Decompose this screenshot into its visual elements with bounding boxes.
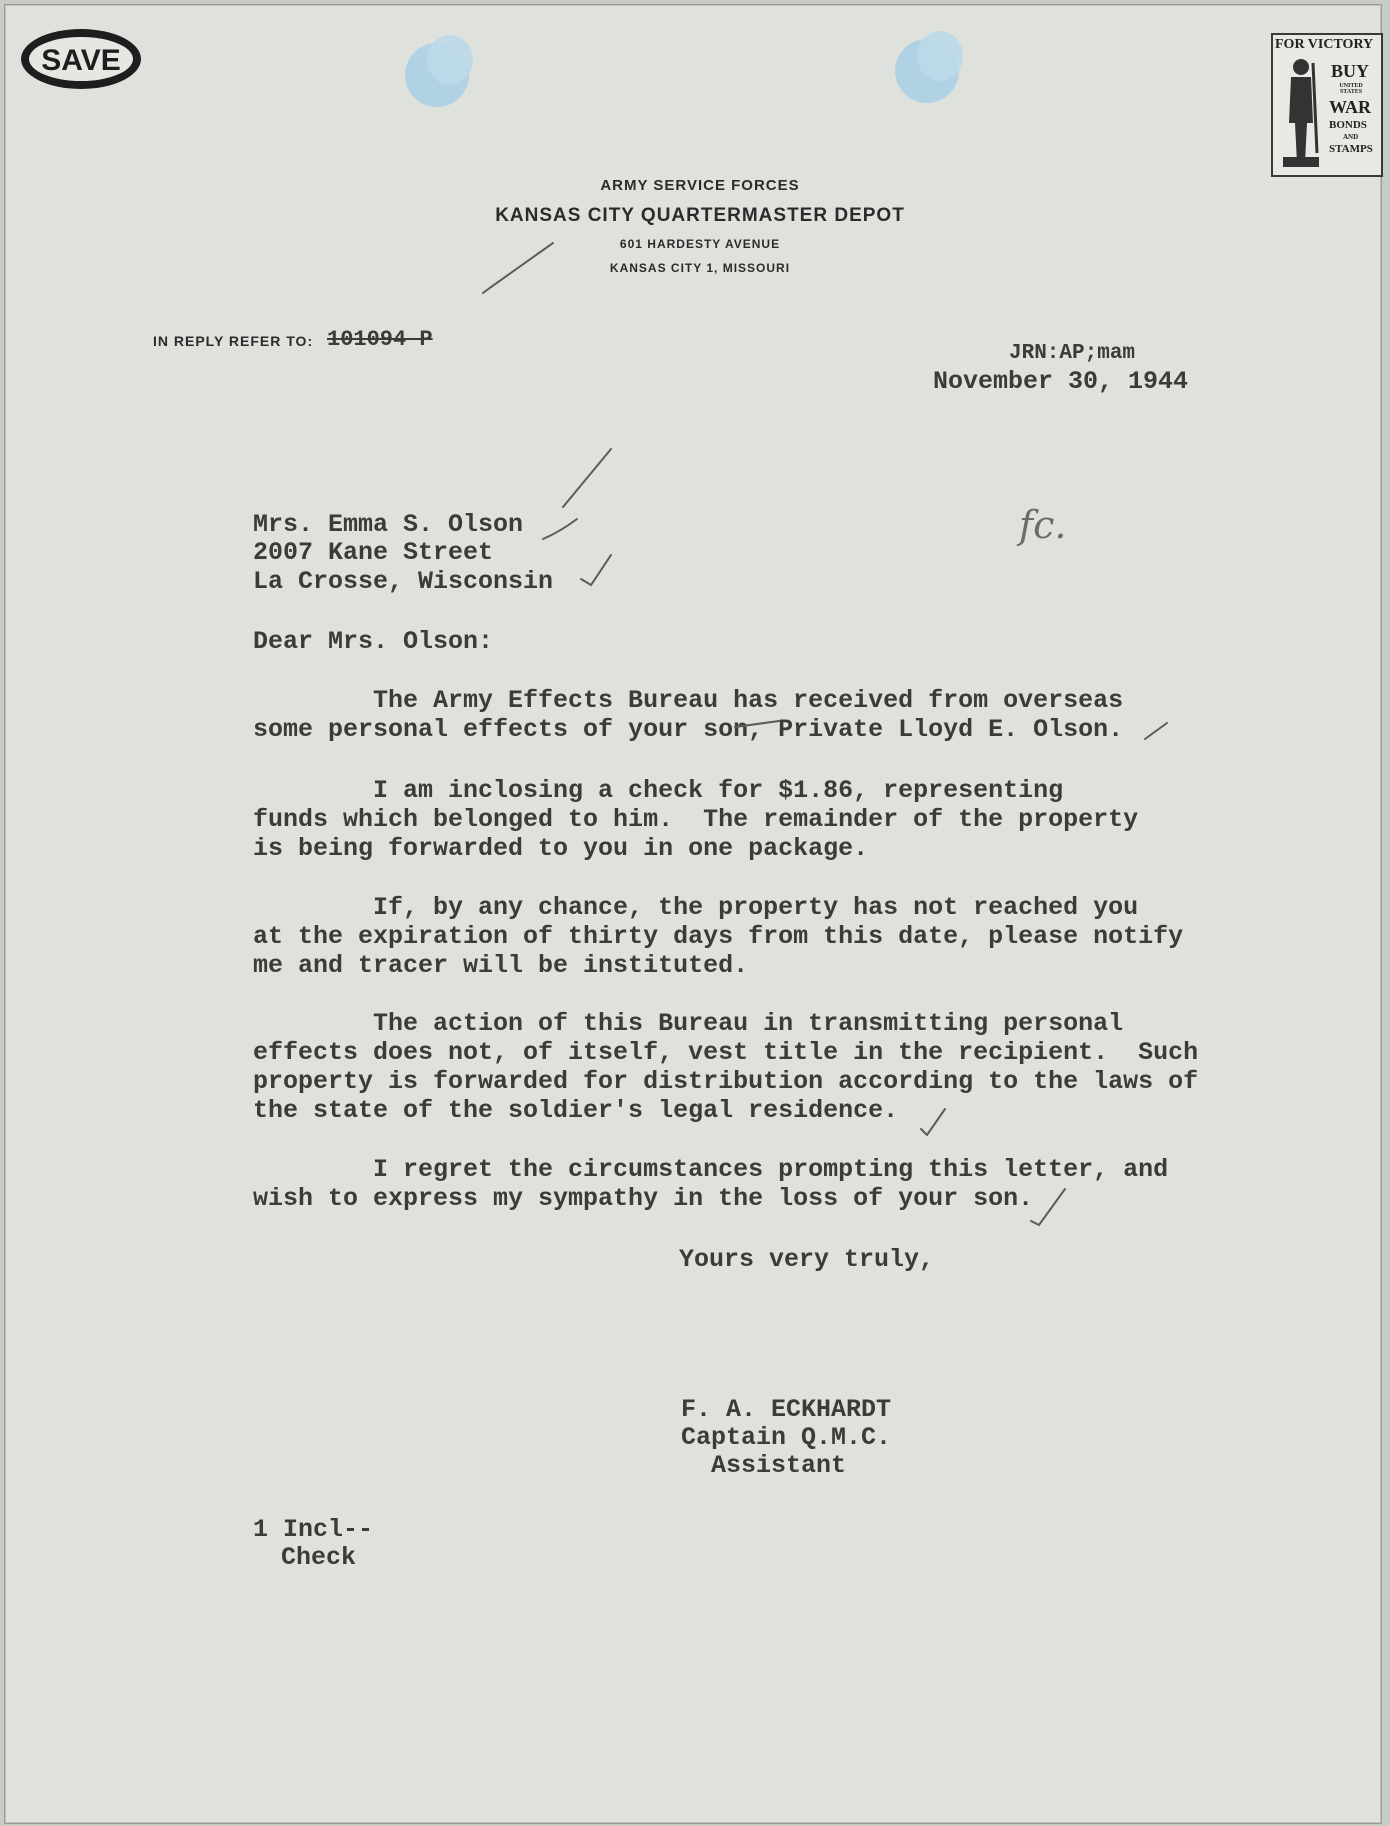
handwritten-note: fc. — [1019, 503, 1067, 547]
signer-title: Captain Q.M.C. — [681, 1423, 892, 1452]
body-line: at the expiration of thirty days from this date, please notify — [253, 922, 1184, 951]
save-badge — [17, 23, 145, 95]
body-line: wish to express my sympathy in the loss of your son. — [253, 1184, 1034, 1213]
letterhead-line-2: KANSAS CITY QUARTERMASTER DEPOT — [495, 205, 905, 226]
stamp-line-2: BUY — [1331, 61, 1370, 81]
save-badge-label: SAVE — [41, 44, 121, 77]
enclosure-count: 1 Incl-- — [253, 1515, 374, 1544]
war-bonds-stamp — [1271, 33, 1383, 177]
salutation: Dear Mrs. Olson: — [253, 627, 494, 656]
stamp-line-6: AND — [1343, 133, 1359, 141]
letter-date: November 30, 1944 — [933, 367, 1189, 396]
body-line: the state of the soldier's legal residence. — [253, 1096, 899, 1125]
enclosure-item: Check — [281, 1543, 357, 1572]
body-line: me and tracer will be instituted. — [253, 951, 749, 980]
body-line: funds which belonged to him. The remainder of the property — [253, 805, 1139, 834]
typist-initials: JRN:AP;mam — [1009, 342, 1136, 365]
stamp-line-1: FOR VICTORY — [1275, 37, 1374, 52]
body-line: The action of this Bureau in transmitting personal — [253, 1009, 1124, 1038]
body-line: The Army Effects Bureau has received from overseas — [253, 686, 1124, 715]
punch-hole-right — [895, 39, 959, 103]
body-line: some personal effects of your son, Private Lloyd E. Olson. — [253, 715, 1124, 744]
punch-hole-left — [405, 43, 469, 107]
stamp-line-4: WAR — [1329, 97, 1372, 117]
body-line: If, by any chance, the property has not reached you — [253, 893, 1139, 922]
letter-page — [4, 4, 1382, 1824]
recipient-street: 2007 Kane Street — [253, 538, 494, 567]
minuteman-icon — [1279, 53, 1323, 169]
letterhead-line-3: 601 HARDESTY AVENUE — [619, 237, 781, 251]
body-line: is being forwarded to you in one package. — [253, 834, 869, 863]
reference-label: IN REPLY REFER TO: — [153, 333, 314, 349]
recipient-city: La Crosse, Wisconsin — [253, 567, 554, 596]
body-line: I regret the circumstances prompting this letter, and — [253, 1155, 1169, 1184]
stamp-line-5: BONDS — [1329, 119, 1367, 131]
stamp-line-7: STAMPS — [1329, 143, 1373, 155]
signer-name: F. A. ECKHARDT — [681, 1395, 892, 1424]
reference-number: 101094 P — [327, 327, 433, 352]
closing: Yours very truly, — [679, 1245, 935, 1274]
signer-role: Assistant — [711, 1451, 847, 1480]
stamp-line-3: UNITED STATES — [1339, 83, 1363, 95]
recipient-name: Mrs. Emma S. Olson — [253, 510, 524, 539]
letterhead-line-1: ARMY SERVICE FORCES — [600, 177, 800, 194]
body-line: effects does not, of itself, vest title in the recipient. Such — [253, 1038, 1199, 1067]
body-line: I am inclosing a check for $1.86, representing — [253, 776, 1064, 805]
letterhead-line-4: KANSAS CITY 1, MISSOURI — [609, 261, 791, 275]
body-line: property is forwarded for distribution according to the laws of — [253, 1067, 1199, 1096]
